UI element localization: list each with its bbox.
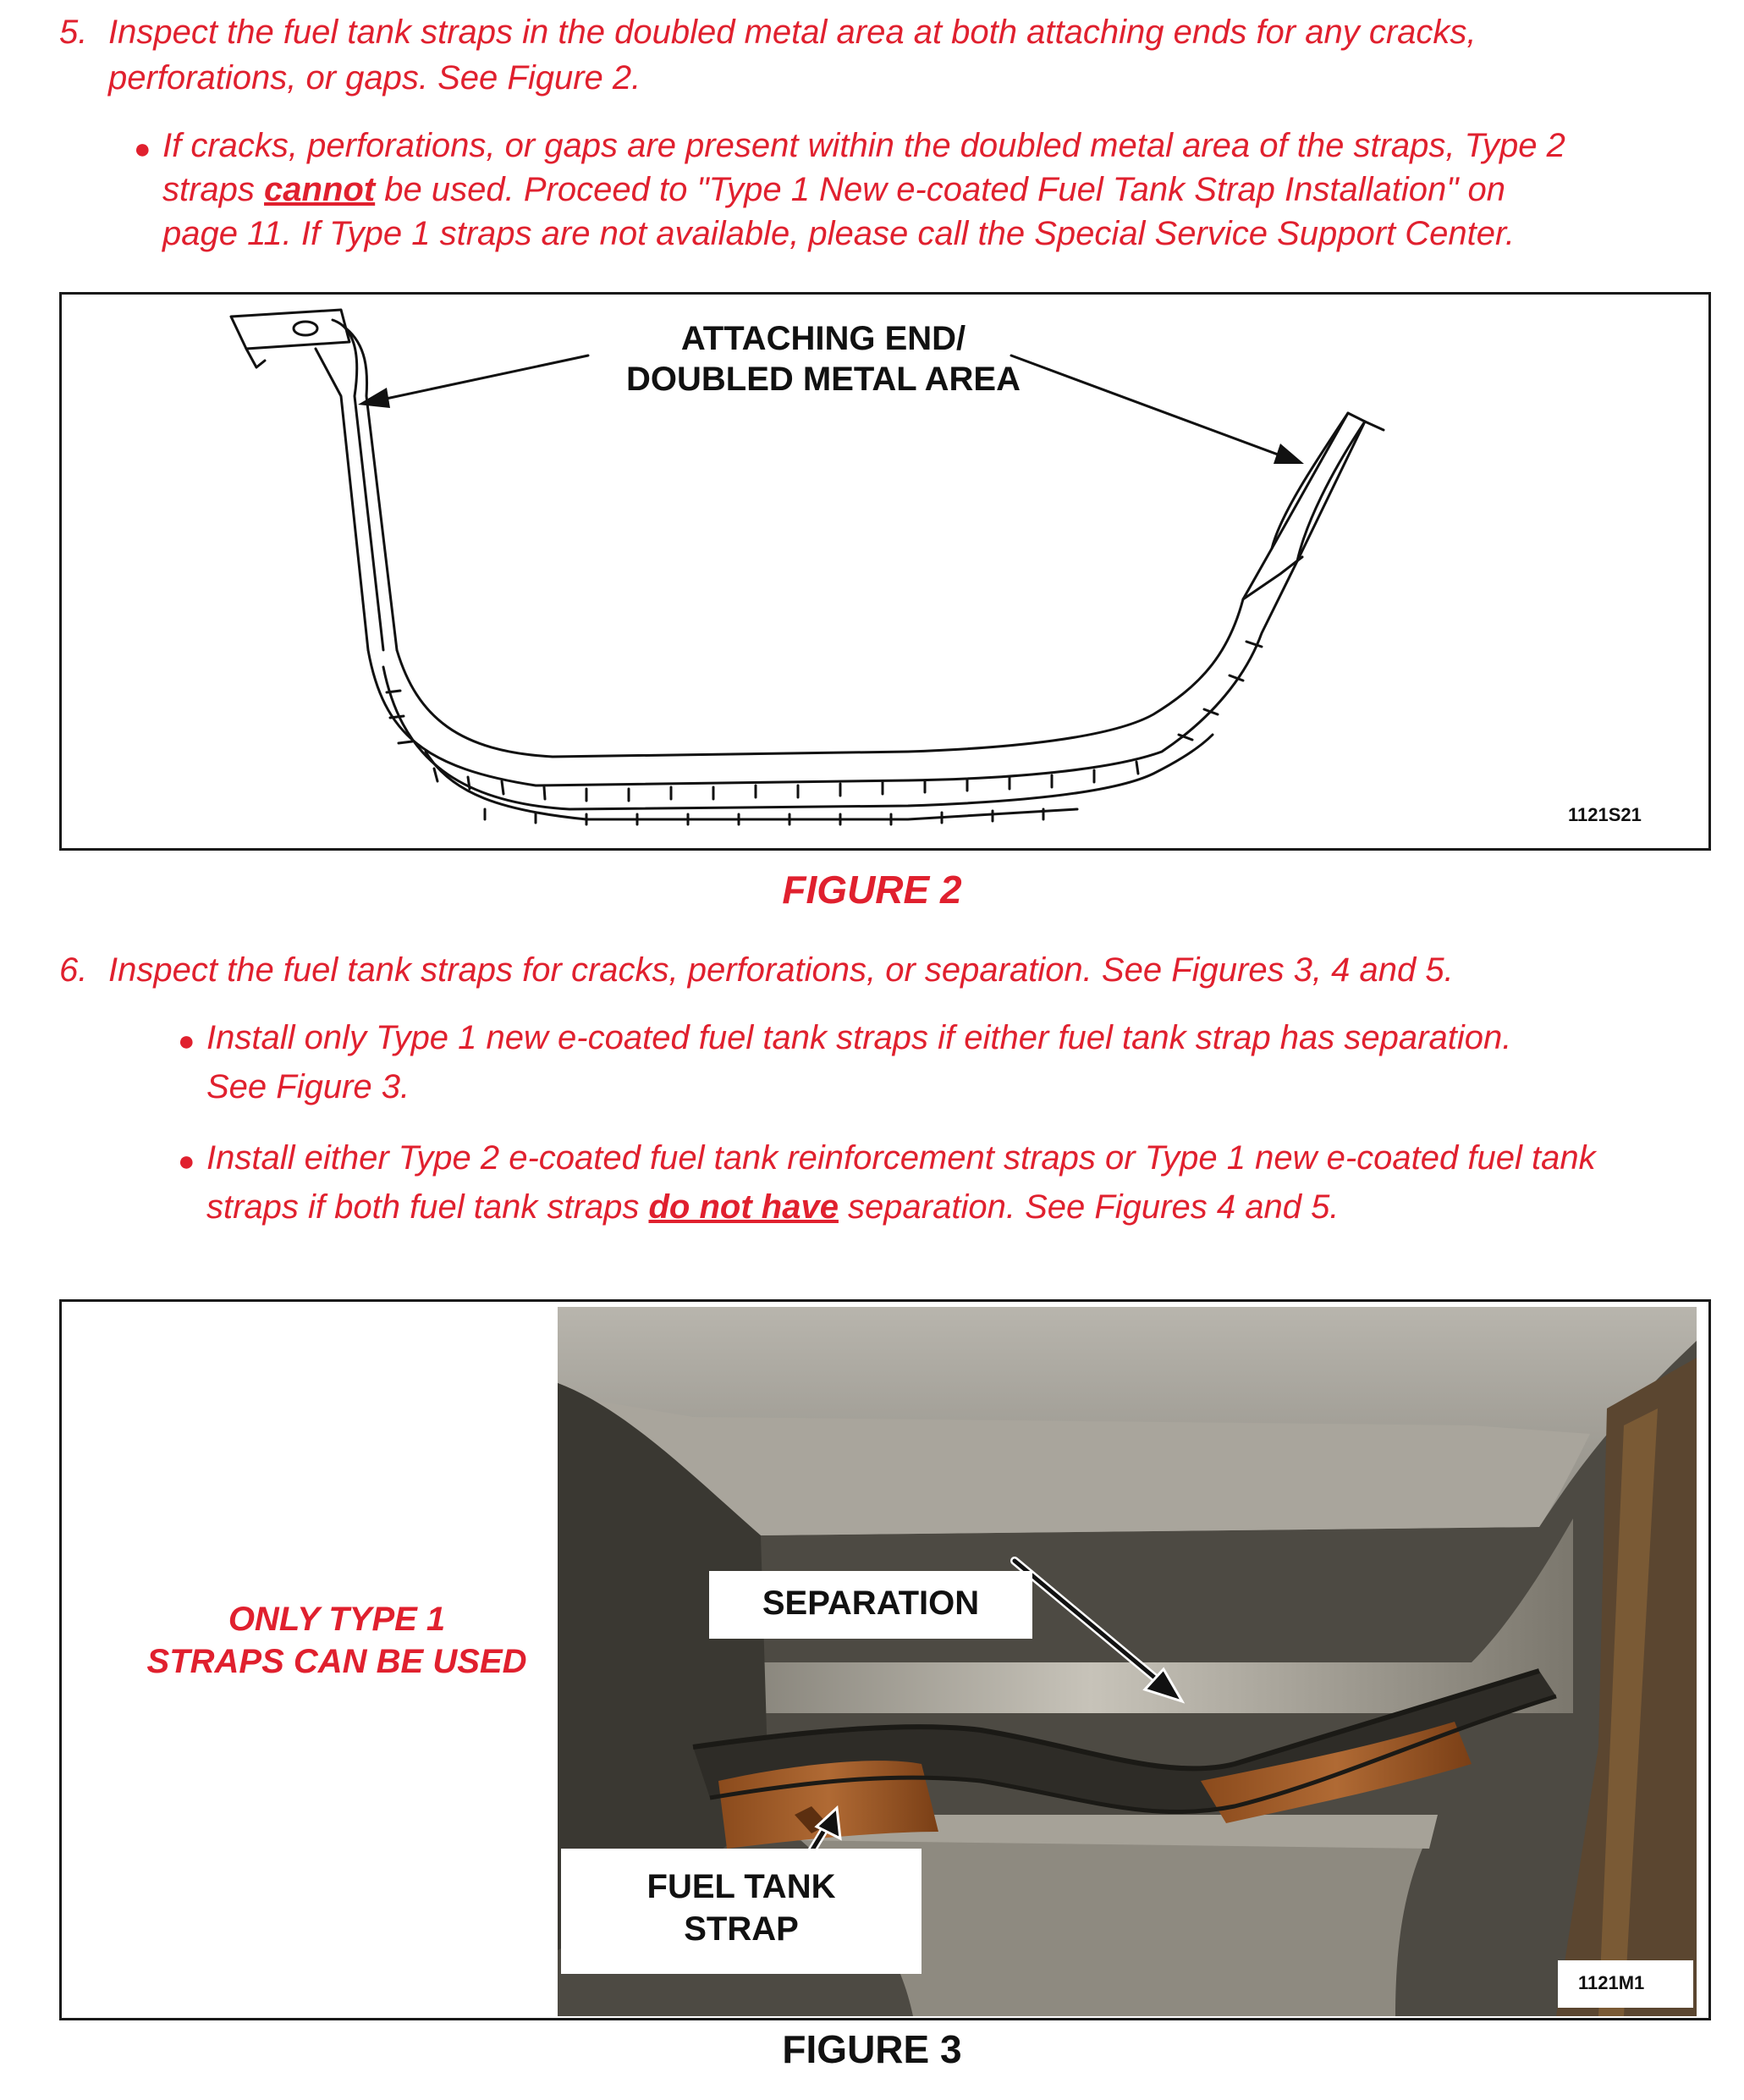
figure-3-code: 1121M1 [1578, 1972, 1645, 1993]
separation-label-box [709, 1571, 1032, 1639]
figure-2-callout [544, 318, 1103, 400]
step-5-line-1: Inspect the fuel tank straps in the doubled metal area at both attaching ends for any cracks, [108, 14, 1477, 51]
bullet-icon: ● [178, 1145, 195, 1177]
figure-2-code: 1121S21 [1568, 804, 1642, 825]
step-6-bullet-1-line-1: Install only Type 1 new e-coated fuel tank straps if either fuel tank strap has separation. [206, 1019, 1512, 1056]
strap-label-line-2: STRAP [684, 1910, 799, 1948]
step-5-line-2: perforations, or gaps. See Figure 2. [108, 59, 641, 96]
step-6-bullet-2-line-1: Install either Type 2 e-coated fuel tank reinforcement straps or Type 1 new e-coated fuel tank [206, 1139, 1596, 1177]
figure-3-note [70, 1598, 603, 1683]
bullet-icon: ● [178, 1025, 195, 1057]
step-6-line-1: Inspect the fuel tank straps for cracks, perforations, or separation. See Figures 3, 4 and 5. [108, 951, 1454, 989]
figure-3-code-box [1558, 1960, 1693, 2008]
figure-3-caption: FIGURE 3 [782, 2027, 962, 2071]
fuel-tank-strap-label-box [561, 1849, 922, 1974]
emphasis-do-not-have: do not have [648, 1188, 839, 1226]
step-6-number: 6. [59, 951, 88, 989]
figure-3-box [59, 1299, 1711, 2020]
step-5-number: 5. [59, 14, 88, 51]
callout-line-2: DOUBLED METAL AREA [626, 361, 1021, 398]
step-5-bullet-line-1: If cracks, perforations, or gaps are present within the doubled metal area of the straps, Type 2 [162, 127, 1565, 164]
separation-label: SEPARATION [762, 1585, 980, 1622]
step-5-bullet-line-3: page 11. If Type 1 straps are not available, please call the Special Service Support Center. [162, 215, 1515, 252]
note-line-1: ONLY TYPE 1 [228, 1601, 446, 1638]
emphasis-cannot: cannot [264, 171, 376, 208]
strap-label-line-1: FUEL TANK [646, 1868, 836, 1905]
step-6-bullet-1-line-2: See Figure 3. [206, 1068, 410, 1105]
figure-2-box [59, 292, 1711, 851]
callout-line-1: ATTACHING END/ [680, 320, 966, 357]
step-5-bullet-line-2: straps cannot be used. Proceed to "Type 1 New e-coated Fuel Tank Strap Installation" on [162, 171, 1506, 208]
note-line-2: STRAPS CAN BE USED [146, 1643, 527, 1680]
fuel-tank-strap-label [561, 1866, 922, 1950]
step-6-bullet-2-line-2: straps if both fuel tank straps do not have separation. See Figures 4 and 5. [206, 1188, 1340, 1226]
bullet-icon: ● [134, 133, 151, 165]
figure-2-caption: FIGURE 2 [782, 868, 962, 912]
